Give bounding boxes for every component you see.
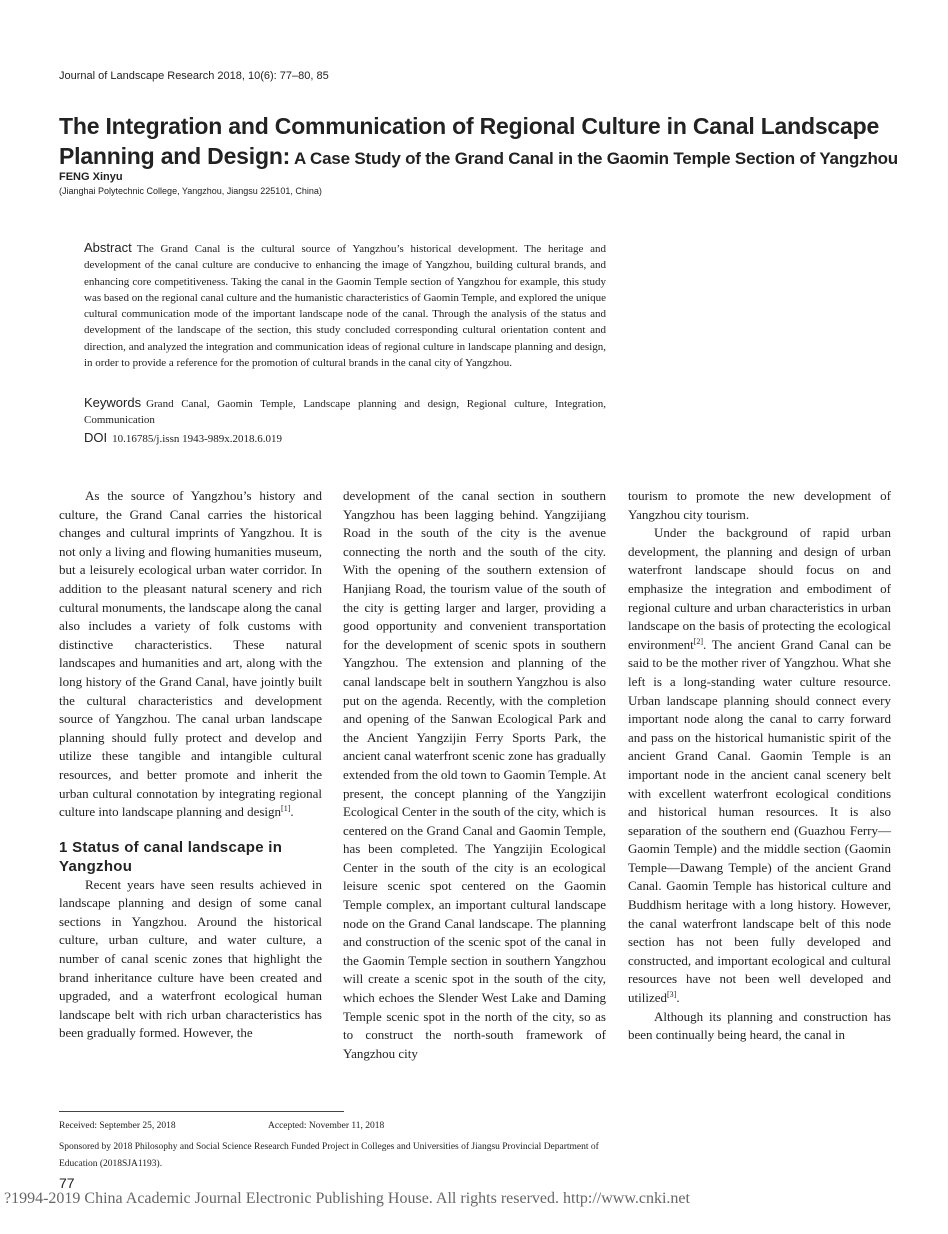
doi xyxy=(84,430,606,447)
paragraph: tourism to promote the new development of Yangzhou city tourism. xyxy=(628,488,891,522)
footnote-sponsor: Sponsored by 2018 Philosophy and Social Science Research Funded Project in Colleges and Universities of Jiangsu Provincial Department of Education (2018SJA1193). xyxy=(59,1142,599,1169)
paragraph: development of the canal section in southern Yangzhou has been lagging behind. Yangzijiang Road in the south of the city is the avenue connecting the north and the south of the city. With the opening of the southern extension of Hanjiang Road, the tourism value of the south of the city is getting larger and larger, providing a good opportunity and convenient transportation for the development of scenic spots in southern Yangzhou. The extension and planning of the canal landscape belt in southern Yangzhou is also put on the agenda. Recently, with the completion and opening of the Sanwan Ecological Park and the Ancient Yangzijin Ferry Sports Park, the ancient canal waterfront scenic zone has gradually extended from the old town to Gaomin Temple. At present, the concept planning of the Yangzijin Ecological Center in the south of the city, which is centered on the Grand Canal and Gaomin Temple, has been completed. The Yangzijin Ecological Center in the south of the city is an ecological leisure scenic spot centered on the Gaomin Temple complex, an important cultural landscape node on the Grand Canal landscape. The planning and construction of the scenic spot of the canal in the Gaomin Temple section in southern Yangzhou will create a scenic spot in the south of the city, which echoes the Slender West Lake and Daming Temple scenic spot in the north of the city, so as to construct the north-south framework of Yangzhou city xyxy=(343,488,606,1061)
article-title xyxy=(59,111,899,174)
keywords-label: Keywords xyxy=(84,395,142,410)
body-column-2 xyxy=(343,487,606,1063)
copyright-watermark: ?1994-2019 China Academic Journal Electronic Publishing House. All rights reserved. http://www.cnki.net xyxy=(4,1190,690,1207)
body-column-3 xyxy=(628,487,891,1045)
abstract xyxy=(84,240,606,371)
keywords-text: Grand Canal, Gaomin Temple, Landscape planning and design, Regional culture, Integration, Communication xyxy=(84,398,606,427)
citation-ref-1[interactable]: [1] xyxy=(281,804,291,814)
citation-ref-2[interactable]: [2] xyxy=(693,636,704,646)
paragraph: Although its planning and construction has been continually being heard, the canal in xyxy=(628,1008,891,1043)
citation-ref-3[interactable]: [3] xyxy=(667,990,677,1000)
doi-link[interactable]: 10.16785/j.issn 1943-989x.2018.6.019 xyxy=(112,433,283,445)
section-heading-1: 1 Status of canal landscape in Yangzhou xyxy=(59,838,283,875)
keywords xyxy=(84,395,606,429)
doi-label: DOI xyxy=(84,430,108,445)
body-column-1 xyxy=(59,487,322,1043)
received-date: Received: September 25, 2018 xyxy=(59,1121,176,1131)
title-line-1: The Integration and Communication of Regional Culture in Canal Landscape xyxy=(59,113,880,139)
paragraph: Recent years have seen results achieved in landscape planning and design of some canal sections in Yangzhou. Around the historical culture, urban culture, and water culture, a number of canal scenic zones that highlight the brand inheritance culture have been created and upgraded, and a waterfront ecological human landscape belt with rich urban characteristics has been gradually formed. However, the xyxy=(59,876,322,1041)
abstract-label: Abstract xyxy=(84,240,132,255)
page-number: 77 xyxy=(59,1175,75,1191)
journal-citation: Journal of Landscape Research 2018, 10(6): 77–80, 85 xyxy=(59,70,329,82)
footnote-divider xyxy=(59,1111,344,1112)
footnote-dates xyxy=(59,1121,619,1131)
author-affiliation: (Jianghai Polytechnic College, Yangzhou, Jiangsu 225101, China) xyxy=(59,186,322,196)
accepted-date: Accepted: November 11, 2018 xyxy=(268,1121,385,1131)
paragraph: Under the background of rapid urban development, the planning and design of urban waterfront landscape should focus on and emphasize the integration and embodiment of regional culture and urban characteristics in urban landscape on the basis of protecting the ecological environment[2]. The ancient Grand Canal can be said to be the mother river of Yangzhou. What she left is a long-standing water culture resource. Urban landscape planning should connect every important node along the canal to carry forward and pass on the historical humanistic spirit of the ancient Grand Canal. Gaomin Temple is an important node in the ancient canal scenery belt with excellent waterfront ecological conditions and historical human resources. It is also separation of the southern end (Guazhou Ferry—Gaomin Temple) and the middle section (Gaomin Temple—Dawang Temple) of the ancient Grand Canal. Gaomin Temple has historical culture and Buddhism heritage with a long history. However, the canal waterfront landscape belt of this node section has not been fully developed and constructed, and important ecological and cultural resources have not been well developed and utilized[3]. xyxy=(628,525,891,1006)
paragraph: As the source of Yangzhou’s history and culture, the Grand Canal carries the historical changes and cultural imprints of Yangzhou. It is not only a living and flowing humanities museum, but a leisurely ecological urban water corridor. In addition to the pleasant natural scenery and rich cultural monuments, the landscape along the canal also includes a variety of folk customs with distinctive characteristics. These natural landscapes and humanities and art, along with the long history of the Grand Canal, have jointly built the cultural characteristics and development source of Yangzhou. The canal urban landscape planning should fully protect and develop and utilize these tangible and intangible cultural resources, and better promote and inherit the urban cultural connotation by integrating regional culture into landscape planning and design[1]. xyxy=(59,488,322,820)
author-name: FENG Xinyu xyxy=(59,171,123,183)
subtitle: A Case Study of the Grand Canal in the Gaomin Temple Section of Yangzhou xyxy=(290,149,898,168)
abstract-text: The Grand Canal is the cultural source of Yangzhou’s historical development. The heritage and development of the canal culture are conducive to enhancing the image of Yangzhou, building cultural brands, and enhancing core competitiveness. Taking the canal in the Gaomin Temple section of Yangzhou for example, this study was based on the regional canal culture and the humanistic characteristics of Gaomin Temple, and explored the unique cultural communication mode of the important landscape node of the canal. Through the analysis of the status and development of the landscape of the section, this study concluded corresponding cultural orientation content and direction, and analyzed the integration and communication ideas of regional culture in landscape planning and design, in order to provide a reference for the promotion of cultural brands in the canal city of Yangzhou. xyxy=(84,243,606,370)
title-line-2: Planning and Design: xyxy=(59,143,291,169)
